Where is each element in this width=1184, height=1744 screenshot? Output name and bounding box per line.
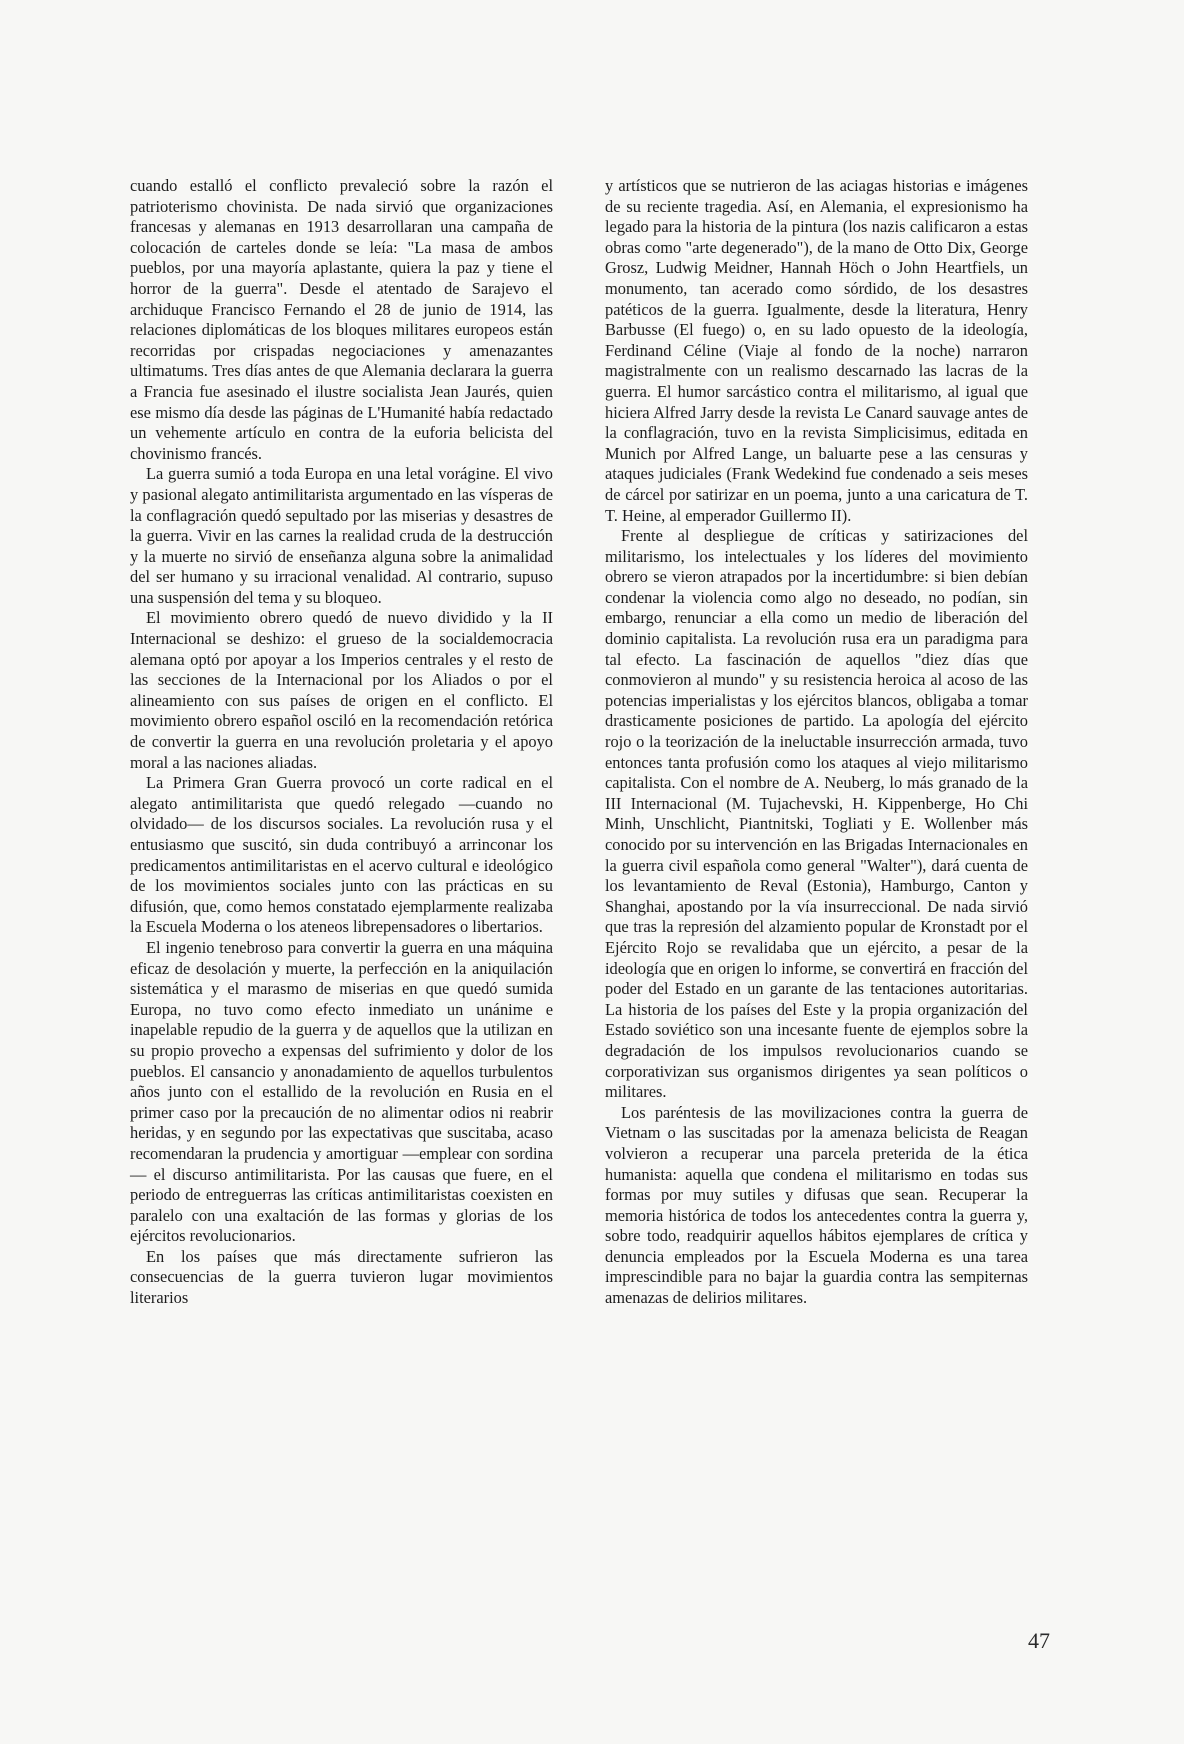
left-text-column — [130, 176, 553, 1309]
paragraph: La guerra sumió a toda Europa en una letal vorágine. El vivo y pasional alegato antimilitarista argumentado en las vísperas de la conflagración quedó sepultado por las miserias y desastres de la guerra. Vivir en las carnes la realidad cruda de la destrucción y la muerte no sirvió de enseñanza alguna sobre la animalidad del ser humano y su irracional venalidad. Al contrario, supuso una suspensión del tema y su bloqueo. — [130, 464, 553, 607]
right-text-column — [605, 176, 1028, 1309]
paragraph: En los países que más directamente sufrieron las consecuencias de la guerra tuvieron lugar movimientos literarios — [130, 1246, 553, 1308]
page-number: 47 — [1028, 1628, 1050, 1653]
paragraph: La Primera Gran Guerra provocó un corte radical en el alegato antimilitarista que quedó relegado —cuando no olvidado— de los discursos sociales. La revolución rusa y el entusiasmo que suscitó, sin duda contribuyó a arrinconar los predicamentos antimilitaristas en el acervo cultural e ideológico de los movimientos sociales junto con las prácticas en su difusión, que, como hemos constatado ejemplarmente realizaba la Escuela Moderna o los ateneos librepensadores o libertarios. — [130, 773, 553, 937]
paragraph: Frente al despliegue de críticas y satirizaciones del militarismo, los intelectuales y los líderes del movimiento obrero se vieron atrapados por la incertidumbre: si bien debían condenar la violencia como algo no deseado, no podían, sin embargo, renunciar a ella como un medio de liberación del dominio capitalista. La revolución rusa era un paradigma para tal efecto. La fascinación de aquellos "diez días que conmovieron al mundo" y su resistencia heroica al acoso de las potencias imperialistas y los ejércitos blancos, obligaba a tomar drasticamente posiciones de partido. La apología del ejército rojo o la teorización de la ineluctable insurrección armada, tuvo entonces tanta profusión como los ataques al viejo militarismo capitalista. Con el nombre de A. Neuberg, lo más granado de la III Internacional (M. Tujachevski, H. Kippenberge, Ho Chi Minh, Unschlicht, Piantnitski, Togliati y E. Wollenber más conocido por su intervención en las Brigadas Internacionales en la guerra civil española como general "Walter"), dará cuenta de los levantamiento de Reval (Estonia), Hamburgo, Canton y Shanghai, apostando por la vía insurreccional. De nada sirvió que tras la represión del alzamiento popular de Kronstadt por el Ejército Rojo se revalidaba que un ejército, a pesar de la ideología que en origen lo informe, se convertirá en fracción del poder del Estado en un garante de las tentaciones autoritarias. La historia de los países del Este y la propia organización del Estado soviético son una incesante fuente de ejemplos sobre la degradación de los impulsos revolucionarios cuando se corporativizan sus organismos dirigentes ya sean políticos o militares. — [605, 526, 1028, 1102]
paragraph: Los paréntesis de las movilizaciones contra la guerra de Vietnam o las suscitadas por la amenaza belicista de Reagan volvieron a recuperar una parcela preterida de la ética humanista: aquella que condena el militarismo en todas sus formas por muy sutiles y difusas que sean. Recuperar la memoria histórica de todos los antecedentes contra la guerra y, sobre todo, readquirir aquellos hábitos ejemplares de crítica y denuncia empleados por la Escuela Moderna es una tarea imprescindible para no bajar la guardia contra las sempiternas amenazas de delirios militares. — [605, 1102, 1028, 1308]
paragraph: El ingenio tenebroso para convertir la guerra en una máquina eficaz de desolación y muerte, la perfección en la aniquilación sistemática y el marasmo de miserias en que quedó sumida Europa, no tuvo como efecto inmediato un unánime e inapelable repudio de la guerra y de aquellos que la utilizan en su propio provecho a expensas del sufrimiento y dolor de los pueblos. El cansancio y anonadamiento de aquellos turbulentos años junto con el estallido de la revolución en Rusia en el primer caso por la precaución de no alimentar odios ni reabrir heridas, y en segundo por las expectativas que suscitaba, acaso recomendaran la prudencia y amortiguar —emplear con sordina— el discurso antimilitarista. Por las causas que fuere, en el periodo de entreguerras las críticas antimilitaristas coexisten en paralelo con una exaltación de las formas y glorias de los ejércitos revolucionarios. — [130, 937, 553, 1246]
paragraph: El movimiento obrero quedó de nuevo dividido y la II Internacional se deshizo: el grueso de la socialdemocracia alemana optó por apoyar a los Imperios centrales y el resto de las secciones de la Internacional por los Aliados o por el alineamiento con sus países de origen en el conflicto. El movimiento obrero español osciló en la recomendación retórica de convertir la guerra en una revolución proletaria y el apoyo moral a las naciones aliadas. — [130, 608, 553, 772]
paragraph: cuando estalló el conflicto prevaleció sobre la razón el patrioterismo chovinista. De nada sirvió que organizaciones francesas y alemanas en 1913 desarrollaran una campaña de colocación de carteles donde se leía: "La masa de ambos pueblos, por una mayoría aplastante, quiera la paz y tiene el horror de la guerra". Desde el atentado de Sarajevo el archiduque Francisco Fernando el 28 de junio de 1914, las relaciones diplomáticas de los bloques militares europeos están recorridas por crispadas negociaciones y amenazantes ultimatums. Tres días antes de que Alemania declarara la guerra a Francia fue asesinado el ilustre socialista Jean Jaurés, quien ese mismo día desde las páginas de L'Humanité había redactado un vehemente artículo en contra de la euforia belicista del chovinismo francés. — [130, 176, 553, 463]
paragraph: y artísticos que se nutrieron de las aciagas historias e imágenes de su reciente tragedia. Así, en Alemania, el expresionismo ha legado para la historia de la pintura (los nazis calificaron a estas obras como "arte degenerado"), de la mano de Otto Dix, George Grosz, Ludwig Meidner, Hannah Höch o John Heartfiels, un monumento, tan acerado como sórdido, de los desastres patéticos de la guerra. Igualmente, desde la literatura, Henry Barbusse (El fuego) o, en su lado opuesto de la ideología, Ferdinand Céline (Viaje al fondo de la noche) narraron magistralmente con un realismo descarnado las lacras de la guerra. El humor sarcástico contra el militarismo, al igual que hiciera Alfred Jarry desde la revista Le Canard sauvage antes de la conflagración, tuvo en la revista Simplicisimus, editada en Munich por Alfred Lange, un baluarte pese a las censuras y ataques judiciales (Frank Wedekind fue condenado a seis meses de cárcel por satirizar en un poema, junto a una caricatura de T. T. Heine, al emperador Guillermo II). — [605, 176, 1028, 525]
